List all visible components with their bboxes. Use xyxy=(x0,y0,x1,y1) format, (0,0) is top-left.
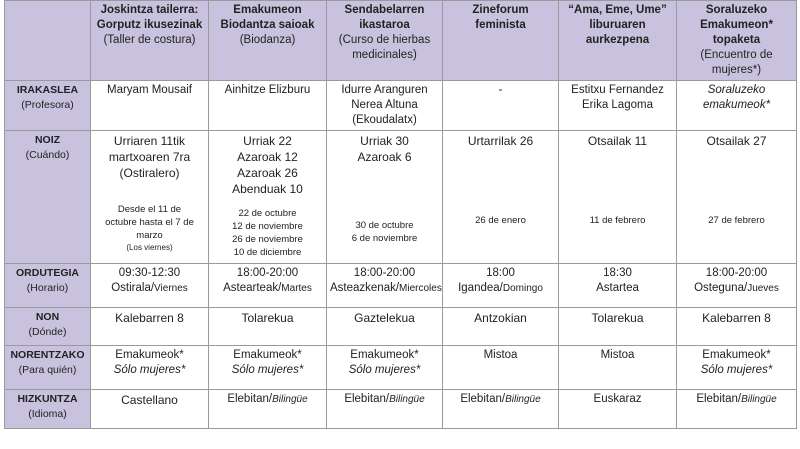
cell-when-1: Urriaren 11tik martxoaren 7ra (Ostiralero) Desde el 11 de octubre hasta el 7 de marzo (Los viernes) xyxy=(91,131,209,264)
cell-lang-5: Euskaraz xyxy=(559,390,677,429)
cell-when-4: Urtarrilak 26 26 de enero xyxy=(443,131,559,264)
cell-time-1: 09:30-12:30 Ostirala/Viernes xyxy=(91,264,209,308)
cell-lang-4: Elebitan/Bilingüe xyxy=(443,390,559,429)
header-liburua: “Ama, Eme, Ume” liburuaren aurkezpena xyxy=(559,1,677,81)
row-non xyxy=(5,308,797,346)
cell-when-2: Urriak 22 Azaroak 12 Azaroak 26 Abenduak 10 22 de octubre 12 de noviembre 26 de noviembre 10 de diciembre xyxy=(209,131,327,264)
cell-lang-6: Elebitan/Bilingüe xyxy=(677,390,797,429)
cell-time-4: 18:00 Igandea/Domingo xyxy=(443,264,559,308)
header-biodantza: Emakumeon Biodantza saioak (Biodanza) xyxy=(209,1,327,81)
cell-where-1: Kalebarren 8 xyxy=(91,308,209,346)
cell-where-6: Kalebarren 8 xyxy=(677,308,797,346)
row-hizkuntza xyxy=(5,390,797,429)
cell-time-2: 18:00-20:00 Astearteak/Martes xyxy=(209,264,327,308)
header-row xyxy=(5,1,797,81)
cell-for-4: Mistoa xyxy=(443,346,559,390)
cell-for-5: Mistoa xyxy=(559,346,677,390)
cell-when-6: Otsailak 27 27 de febrero xyxy=(677,131,797,264)
cell-teacher-5: Estitxu Fernandez Erika Lagoma xyxy=(559,81,677,131)
cell-lang-1: Castellano xyxy=(91,390,209,429)
cell-where-2: Tolarekua xyxy=(209,308,327,346)
cell-when-3: Urriak 30 Azaroak 6 30 de octubre 6 de noviembre xyxy=(327,131,443,264)
cell-teacher-3: Idurre Aranguren Nerea Altuna (Ekoudalatx) xyxy=(327,81,443,131)
cell-time-5: 18:30 Astartea xyxy=(559,264,677,308)
cell-teacher-6: Soraluzeko emakumeok* xyxy=(677,81,797,131)
row-header-irakaslea: IRAKASLEA (Profesora) xyxy=(5,81,91,131)
cell-when-5: Otsailak 11 11 de febrero xyxy=(559,131,677,264)
cell-where-5: Tolarekua xyxy=(559,308,677,346)
row-header-hizkuntza: HIZKUNTZA (Idioma) xyxy=(5,390,91,429)
header-joskintza: Joskintza tailerra: Gorputz ikusezinak (Taller de costura) xyxy=(91,1,209,81)
cell-time-6: 18:00-20:00 Osteguna/Jueves xyxy=(677,264,797,308)
cell-time-3: 18:00-20:00 Asteazkenak/Miercoles xyxy=(327,264,443,308)
row-irakaslea xyxy=(5,81,797,131)
cell-lang-2: Elebitan/Bilingüe xyxy=(209,390,327,429)
header-sendabelarren: Sendabelarren ikastaroa (Curso de hierbas medicinales) xyxy=(327,1,443,81)
cell-teacher-4: - xyxy=(443,81,559,131)
cell-for-2: Emakumeok* Sólo mujeres* xyxy=(209,346,327,390)
row-ordutegia xyxy=(5,264,797,308)
row-norentzako xyxy=(5,346,797,390)
row-header-norentzako: NORENTZAKO (Para quién) xyxy=(5,346,91,390)
cell-teacher-1: Maryam Mousaif xyxy=(91,81,209,131)
row-header-non: NON (Dónde) xyxy=(5,308,91,346)
cell-where-3: Gaztelekua xyxy=(327,308,443,346)
header-topaketa: Soraluzeko Emakumeon* topaketa (Encuentro de mujeres*) xyxy=(677,1,797,81)
row-header-ordutegia: ORDUTEGIA (Horario) xyxy=(5,264,91,308)
schedule-table xyxy=(4,0,797,429)
cell-teacher-2: Ainhitze Elizburu xyxy=(209,81,327,131)
corner-cell xyxy=(5,1,91,81)
cell-for-1: Emakumeok* Sólo mujeres* xyxy=(91,346,209,390)
cell-where-4: Antzokian xyxy=(443,308,559,346)
cell-for-3: Emakumeok* Sólo mujeres* xyxy=(327,346,443,390)
cell-lang-3: Elebitan/Bilingüe xyxy=(327,390,443,429)
row-header-noiz: NOIZ (Cuándo) xyxy=(5,131,91,264)
cell-for-6: Emakumeok* Sólo mujeres* xyxy=(677,346,797,390)
row-noiz xyxy=(5,131,797,264)
header-zineforum: Zineforum feminista xyxy=(443,1,559,81)
